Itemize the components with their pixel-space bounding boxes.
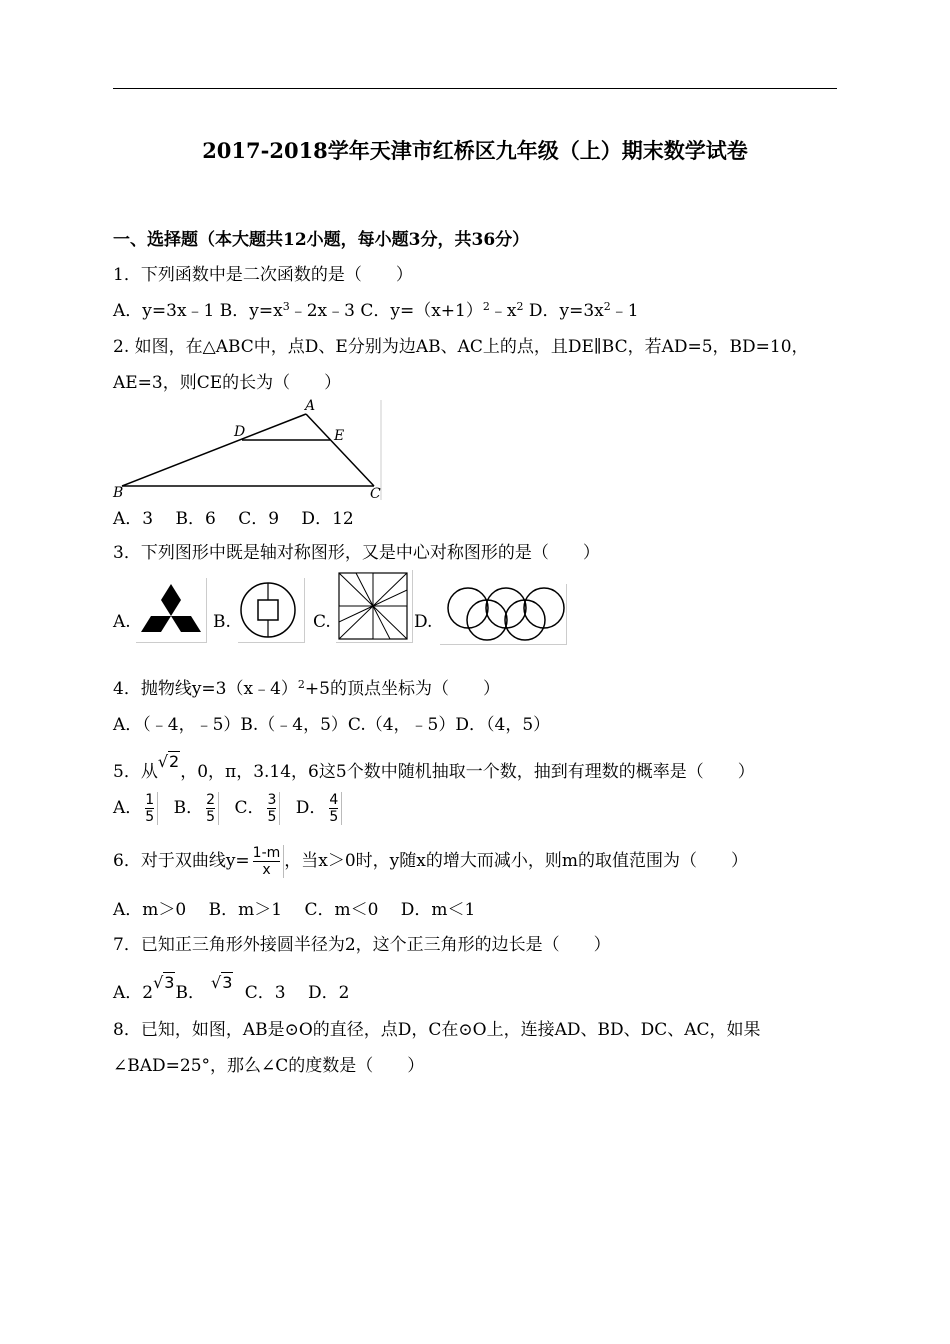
fraction-b: $\frac{2}{5}$ — [203, 792, 219, 825]
section-heading: 一、选择题（本大题共12小题，每小题3分，共36分） — [113, 230, 530, 250]
question-1-stem: 1．下列函数中是二次函数的是（ ） — [113, 265, 413, 285]
option-a: A．y=3x﹣1 — [113, 301, 215, 321]
option-b-label: B. — [213, 612, 231, 632]
question-8-stem-line1: 8．已知，如图，AB是⊙O的直径，点D，C在⊙O上，连接AD、BD、DC、AC，如果 — [113, 1020, 761, 1040]
sqrt-2: √2 — [157, 752, 180, 771]
mitsubishi-shape-icon — [136, 578, 207, 643]
option-b: B．$y=x^3﹣2x﹣3$ — [219, 300, 355, 321]
olympic-rings-icon — [440, 584, 567, 645]
fraction-c: $\frac{3}{5}$ — [264, 792, 280, 825]
question-2-stem-line2: AE=3，则CE的长为（ ） — [113, 373, 342, 393]
side-ac — [306, 414, 374, 486]
label-b: B — [113, 485, 124, 501]
fraction-hyperbola: $\frac{1-m}{x}$ — [250, 845, 285, 878]
side-ab — [122, 414, 306, 486]
option-c: C．$y=(x+1)^2﹣x^2$ — [360, 300, 524, 321]
question-8-stem-line2: ∠BAD=25°，那么∠C的度数是（ ） — [113, 1056, 425, 1076]
question-2-options: A．3 B．6 C．9 D．12 — [113, 509, 354, 529]
question-1-options — [113, 296, 639, 321]
option-d: D．$y=3x^2﹣1$ — [528, 300, 639, 321]
sqrt-3-a: √3 — [153, 973, 175, 992]
question-7-options: A．2√3B．√3 C．3 D．2 — [113, 973, 350, 1003]
question-4-stem: 4．抛物线y=3（x﹣4）$^2$+5的顶点坐标为（ ） — [113, 678, 500, 699]
sqrt-3-b: √3 — [210, 973, 233, 992]
label-d: D — [234, 424, 246, 440]
option-a-label: A. — [113, 612, 131, 632]
label-e: E — [334, 428, 345, 444]
question-3-stem: 3．下列图形中既是轴对称图形，又是中心对称图形的是（ ） — [113, 543, 600, 563]
question-7-stem: 7．已知正三角形外接圆半径为2，这个正三角形的边长是（ ） — [113, 935, 611, 955]
fraction-d: $\frac{4}{5}$ — [326, 792, 342, 825]
label-c: C — [370, 486, 381, 502]
question-5-options: A． $\frac{1}{5}$ B． $\frac{2}{5}$ C． $\frac{3}{5}$ D． $\frac{4}{5}$ — [113, 792, 342, 825]
coin-square-icon — [238, 578, 305, 643]
fraction-a: $\frac{1}{5}$ — [142, 792, 158, 825]
option-d-label: D. — [414, 612, 433, 632]
question-5-stem: 5．从√2，0，π，3.14，6这5个数中随机抽取一个数，抽到有理数的概率是（ ） — [113, 752, 755, 782]
option-c-label: C. — [313, 612, 331, 632]
question-4-options: A．（﹣4，﹣5）B.（﹣4，5）C.（4，﹣5）D．（4，5） — [113, 715, 551, 735]
question-2-stem-line1: 2. 如图，在△ABC中，点D、E分别为边AB、AC上的点，且DE∥BC，若AD=5，BD=10， — [113, 337, 809, 357]
question-6-stem: 6．对于双曲线y= $\frac{1-m}{x}$ ，当x＞0时，y随x的增大而减小，则m的取值范围为（ ） — [113, 845, 748, 878]
page-title: 2017-2018学年天津市红桥区九年级（上）期末数学试卷 — [202, 138, 748, 163]
triangle-figure — [112, 398, 384, 502]
pinwheel-icon — [336, 570, 413, 643]
label-a: A — [305, 398, 316, 414]
question-6-options: A．m＞0 B．m＞1 C．m＜0 D．m＜1 — [113, 900, 476, 920]
header-rule — [113, 88, 837, 89]
